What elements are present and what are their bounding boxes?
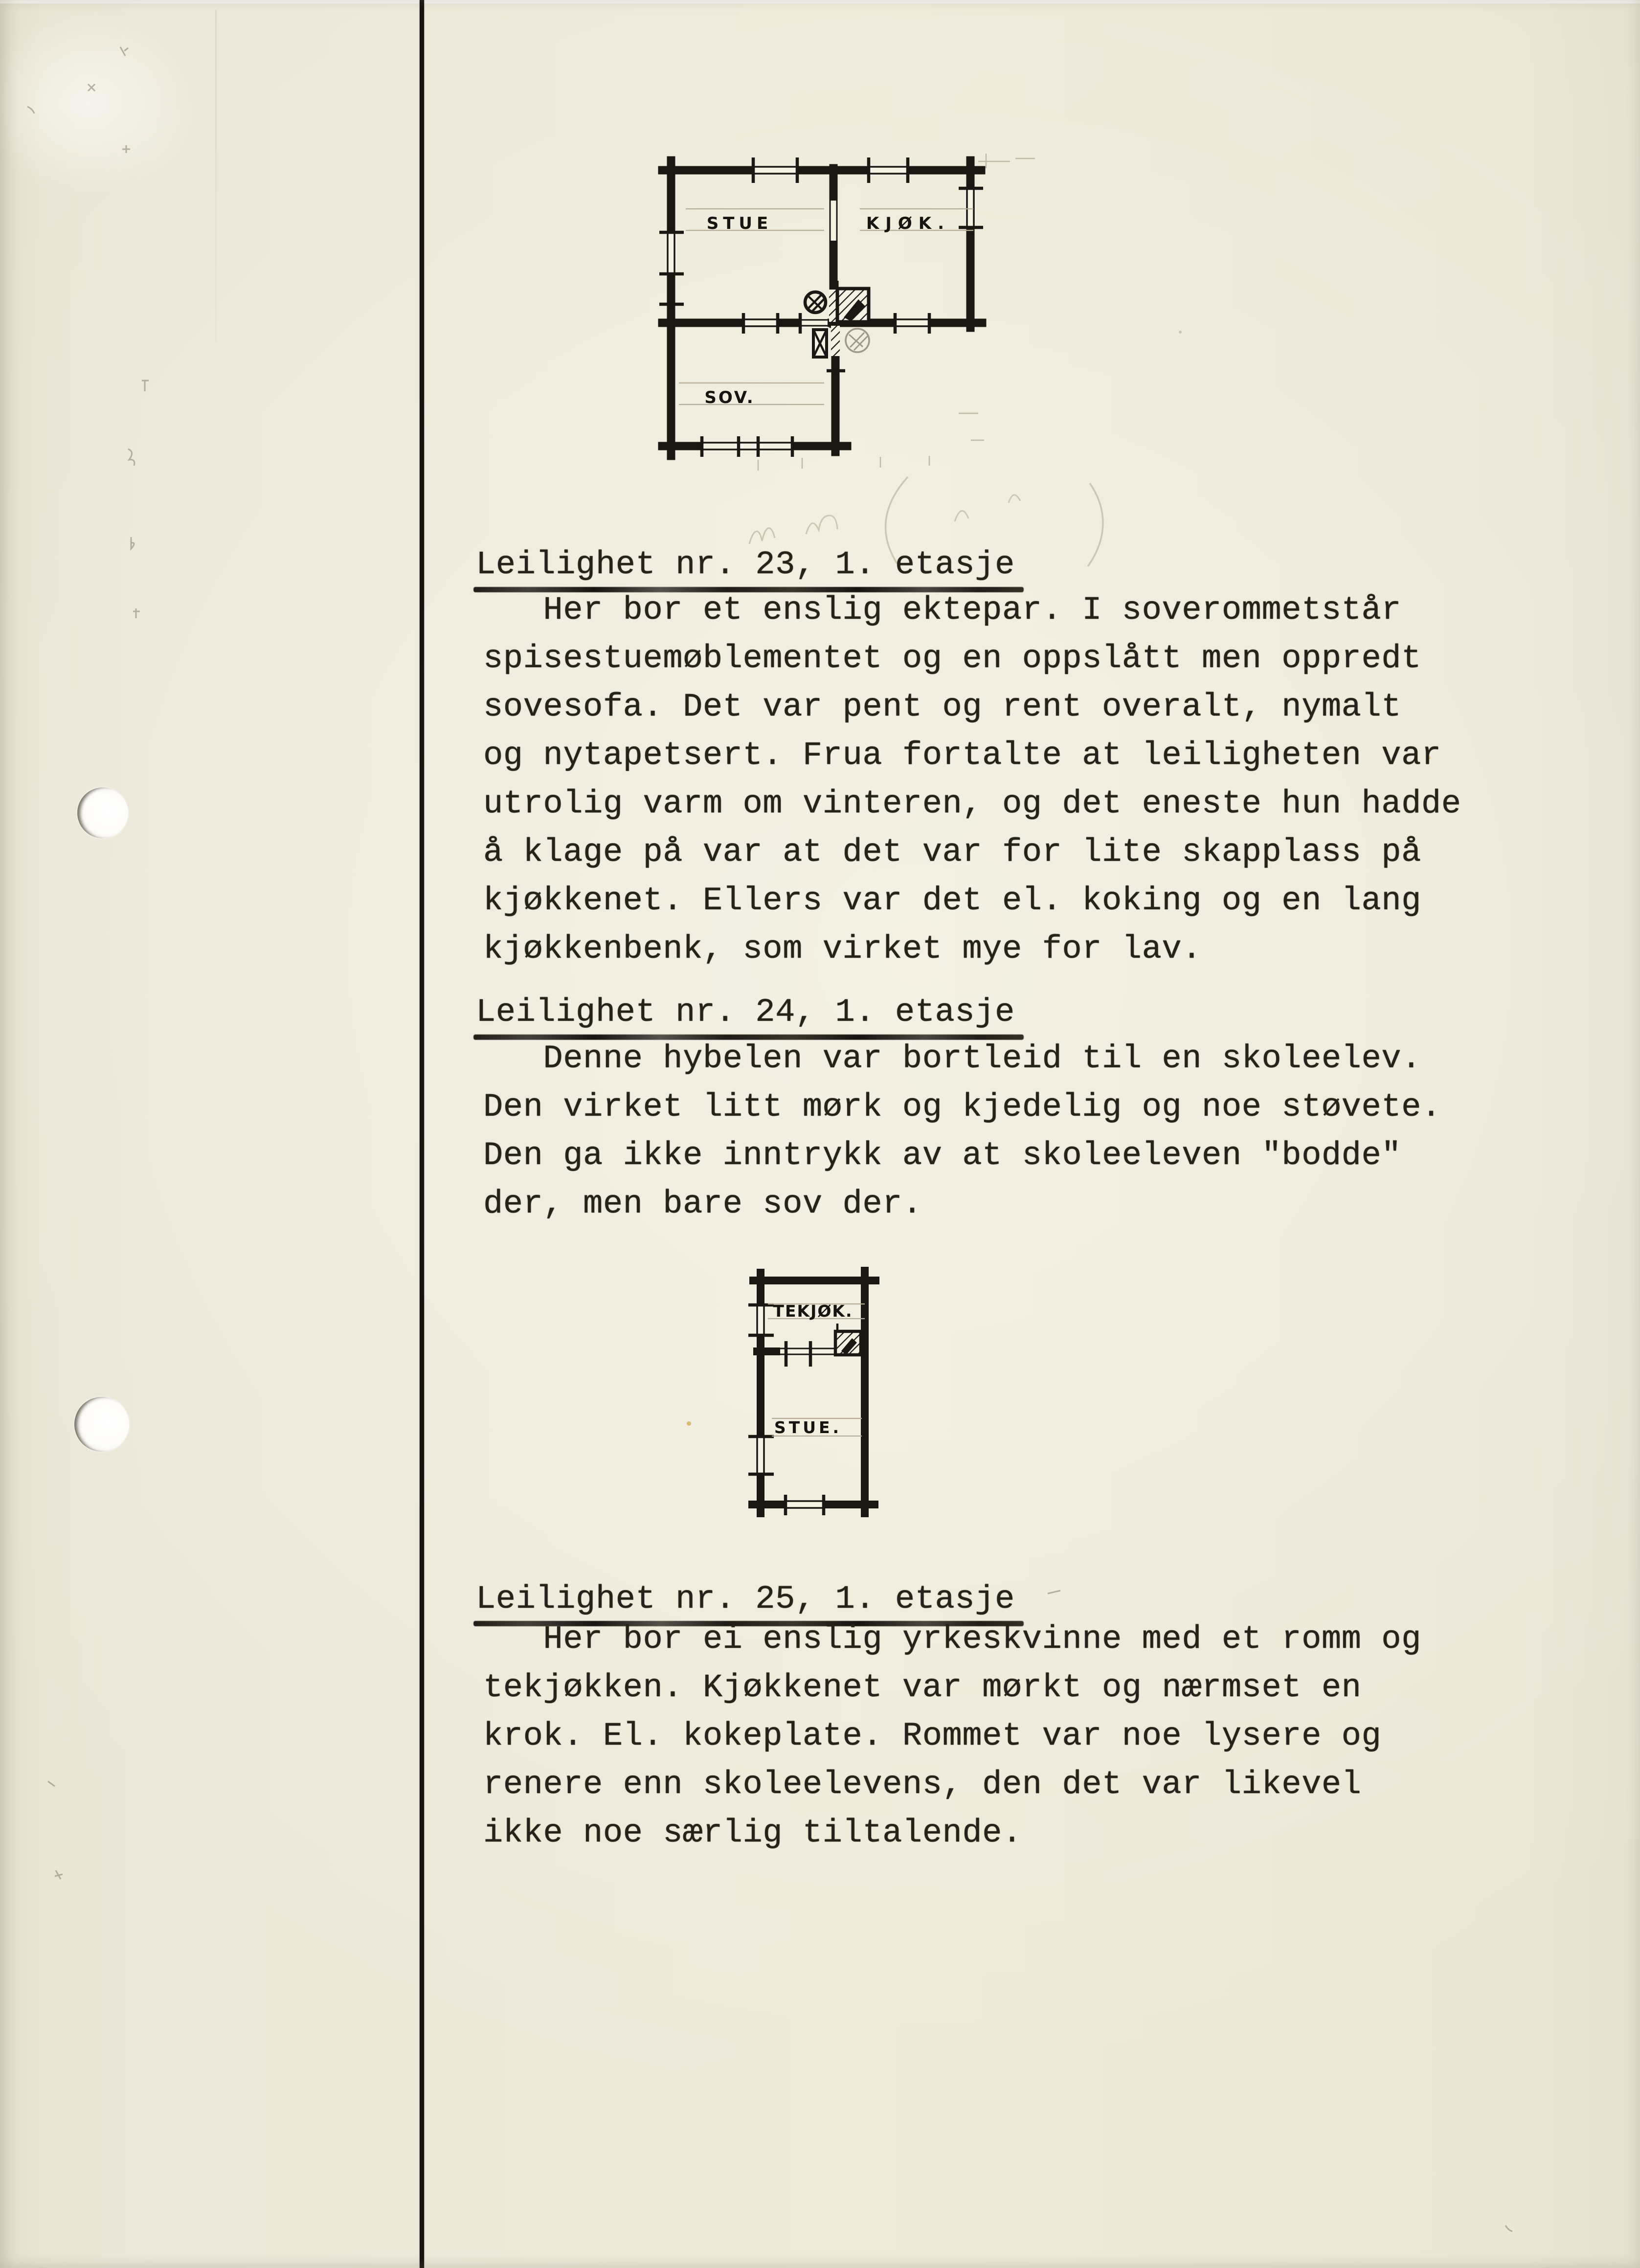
text-line: spisestuemøblementet og en oppslått men oppredt — [483, 640, 1421, 677]
text-line: kjøkkenbenk, som virket mye for lav. — [483, 931, 1202, 968]
paragraph — [483, 1616, 1421, 1858]
text-line: Her bor et enslig ektepar. I soverommetstår — [483, 592, 1402, 629]
paragraph — [483, 586, 1461, 974]
section-heading: Leilighet nr. 25, 1. etasje — [476, 1581, 1015, 1618]
room-label-kjok: KJØK. — [866, 214, 951, 233]
plan23-chimney — [829, 281, 869, 356]
paper-glow — [0, 10, 201, 196]
plan25-label-guides — [768, 1304, 865, 1436]
punch-hole-bottom — [74, 1397, 129, 1452]
text-line: tekjøkken. Kjøkkenet var mørkt og nærmset en — [483, 1669, 1362, 1707]
section-heading: Leilighet nr. 23, 1. etasje — [476, 546, 1015, 584]
room-label-sov: SOV. — [704, 388, 755, 407]
plan23-stove-symbol — [805, 292, 826, 313]
text-line: utrolig varm om vinteren, og det eneste hun hadde — [483, 786, 1461, 823]
scan-top-edge — [0, 0, 1640, 3]
text-line: ikke noe særlig tiltalende. — [483, 1815, 1022, 1852]
plan25-chimney — [835, 1324, 861, 1355]
room-label-tekjok: TEKJØK. — [773, 1302, 853, 1321]
paper-crease — [215, 10, 217, 342]
plan23-tick-marks — [659, 157, 983, 457]
plan23-pencil-symbol — [846, 329, 869, 352]
text-line: og nytapetsert. Frua fortalte at leiligheten var — [483, 737, 1441, 774]
text-line: krok. El. kokeplate. Rommet var noe lysere og — [483, 1718, 1382, 1755]
paper-speck — [687, 1421, 691, 1426]
paragraph — [483, 1035, 1441, 1229]
margin-rule-line — [420, 0, 424, 2268]
plan23-faint-extensions — [758, 154, 1035, 471]
text-line: sovesofa. Det var pent og rent overalt, nymalt — [483, 689, 1402, 726]
room-label-stue: STUE — [706, 214, 773, 233]
section-heading: Leilighet nr. 24, 1. etasje — [476, 994, 1015, 1031]
text-line: Her bor ei enslig yrkeskvinne med et romm og — [483, 1621, 1421, 1658]
text-line: Den ga ikke inntrykk av at skoleeleven "bodde" — [483, 1137, 1402, 1174]
text-line: å klage på var at det var for lite skapplass på — [483, 834, 1421, 871]
text-line: renere enn skoleelevens, den det var likevel — [483, 1766, 1362, 1803]
floor-plan-23 — [655, 147, 1037, 484]
text-line: der, men bare sov der. — [483, 1186, 922, 1223]
plan23-door-symbol — [813, 330, 827, 357]
floor-plan-25 — [734, 1262, 910, 1528]
text-line: Den virket litt mørk og kjedelig og noe støvete. — [483, 1089, 1441, 1126]
room-label-stue: STUE. — [774, 1418, 842, 1437]
text-line: kjøkkenet. Ellers var det el. koking og en lang — [483, 882, 1421, 920]
paper-speck — [1179, 331, 1182, 334]
punch-hole-top — [77, 787, 128, 838]
text-line: Denne hybelen var bortleid til en skoleelev. — [483, 1040, 1421, 1078]
